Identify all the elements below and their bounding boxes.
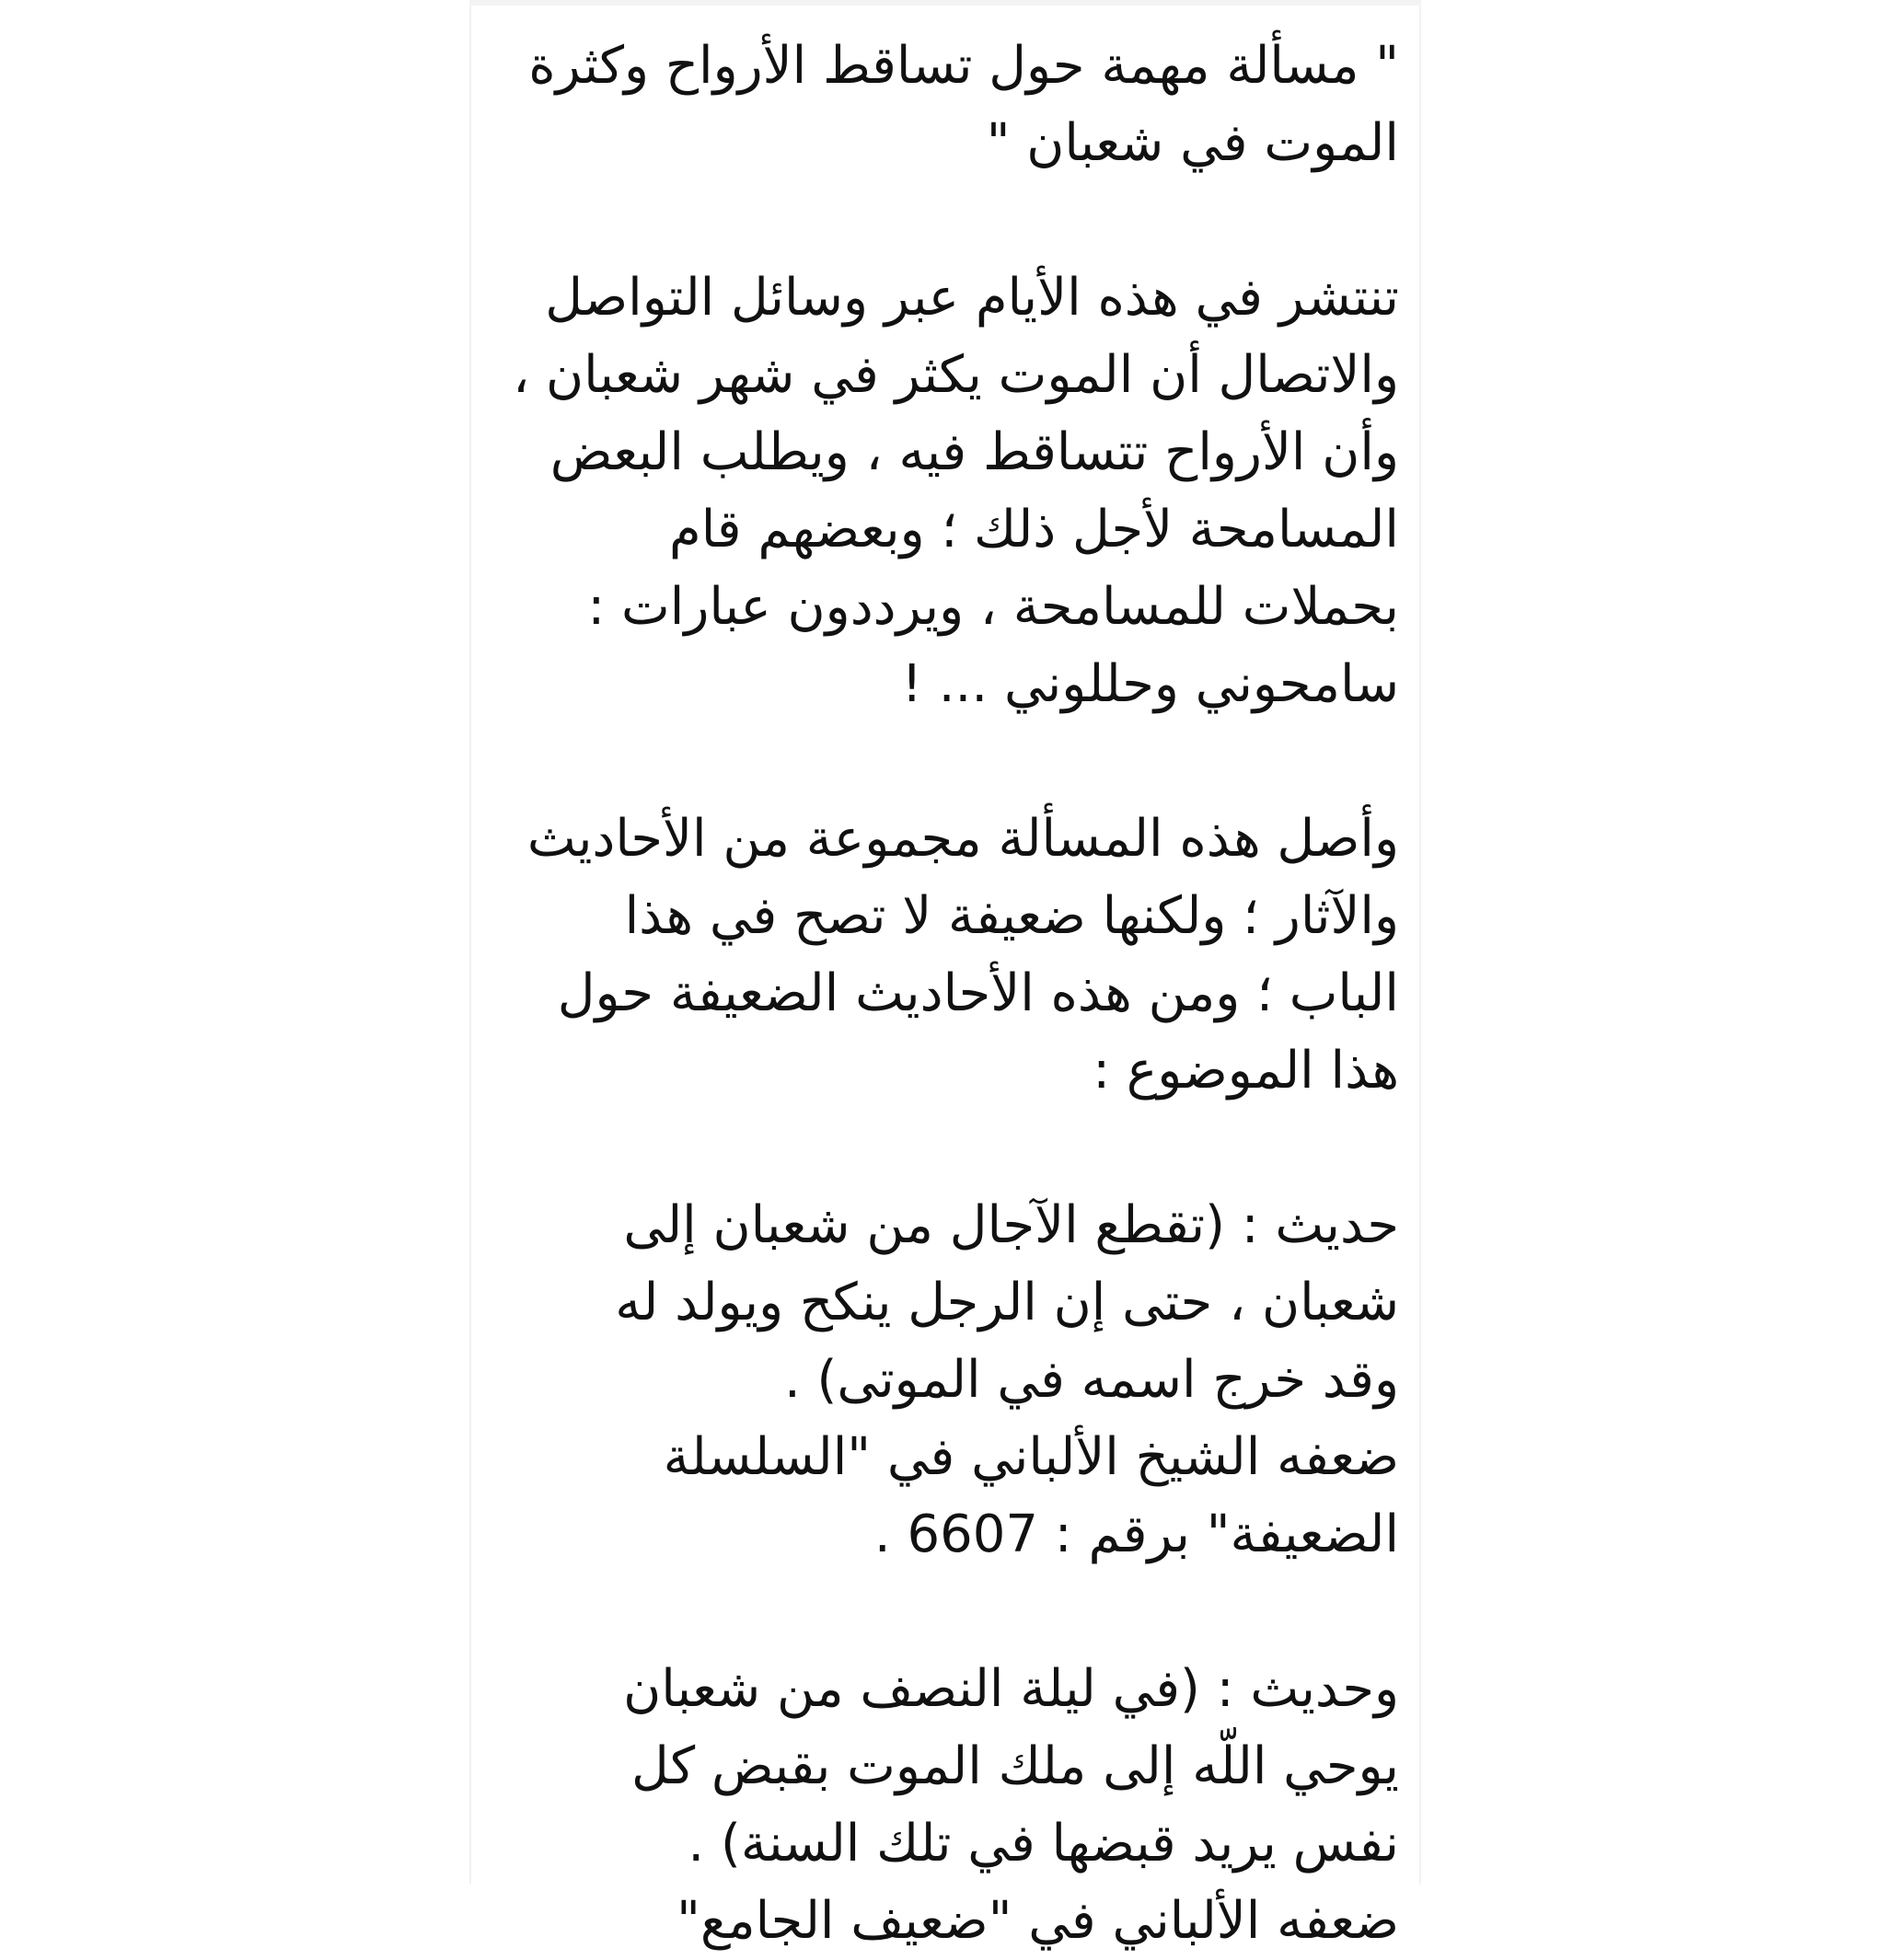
title-line-1: " مسألة مهمة حول تساقط الأرواح وكثرة — [528, 36, 1399, 96]
card-top-edge — [469, 0, 1421, 6]
paragraph-2-line-4: هذا الموضوع : — [1093, 1041, 1399, 1101]
paragraph-gap — [469, 1574, 1399, 1651]
paragraph-2-line-2: والآثار ؛ ولكنها ضعيفة لا تصح في هذا — [624, 886, 1399, 946]
paragraph-gap — [469, 182, 1399, 259]
hadith-1-line-3: وقد خرج اسمه في الموتى) . — [783, 1350, 1399, 1410]
paragraph-1-line-2: والاتصال أن الموت يكثر في شهر شعبان ، — [513, 345, 1399, 405]
hadith-1-line-1: حديث : (تقطع الآجال من شعبان إلى — [623, 1195, 1399, 1255]
message-body — [469, 28, 1399, 1960]
title-line-2: الموت في شعبان " — [986, 113, 1399, 173]
paragraph-1-line-5: بحملات للمسامحة ، ويرددون عبارات : — [587, 577, 1399, 637]
paragraph-2-line-1: وأصل هذه المسألة مجموعة من الأحاديث — [526, 809, 1399, 869]
hadith-2-line-3: نفس يريد قبضها في تلك السنة) . — [688, 1814, 1399, 1874]
hadith-1-line-4: ضعفه الشيخ الألباني في "السلسلة — [663, 1427, 1399, 1487]
paragraph-2-line-3: الباب ؛ ومن هذه الأحاديث الضعيفة حول — [557, 963, 1399, 1023]
hadith-1-line-5: الضعيفة" برقم : 6607 . — [873, 1505, 1399, 1564]
paragraph-gap — [469, 1110, 1399, 1187]
paragraph-1-line-4: المسامحة لأجل ذلك ؛ وبعضهم قام — [669, 500, 1399, 559]
hadith-2-line-2: يوحي اللّه إلى ملك الموت بقبض كل — [631, 1736, 1399, 1796]
hadith-2-line-1: وحديث : (في ليلة النصف من شعبان — [623, 1659, 1399, 1719]
hadith-1-line-2: شعبان ، حتى إن الرجل ينكح ويولد له — [615, 1273, 1399, 1332]
paragraph-gap — [469, 723, 1399, 801]
paragraph-1-line-3: وأن الأرواح تتساقط فيه ، ويطلب البعض — [549, 422, 1399, 482]
hadith-2-line-4: ضعفه الألباني في "ضعيف الجامع" — [677, 1891, 1399, 1951]
paragraph-1-line-6: سامحوني وحللوني ... ! — [901, 654, 1399, 714]
paragraph-1-line-1: تنتشر في هذه الأيام عبر وسائل التواصل — [545, 268, 1399, 328]
